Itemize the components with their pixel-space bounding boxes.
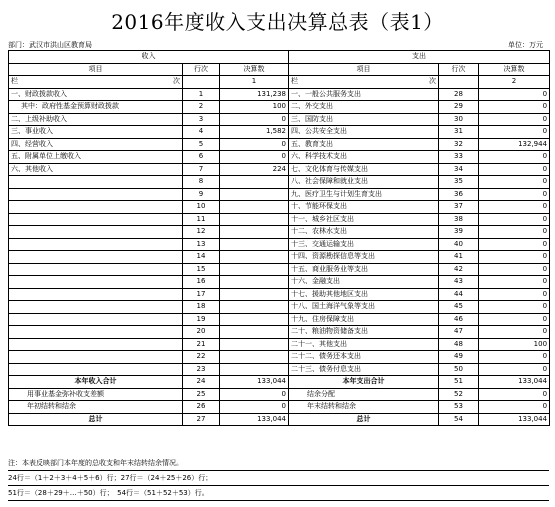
income-total-label: 总计 bbox=[9, 413, 183, 426]
expense-amount-cell: 0 bbox=[479, 213, 550, 226]
income-item-cell bbox=[9, 188, 183, 201]
expense-total-amount: 133,044 bbox=[479, 376, 550, 389]
expense-rownum-cell: 37 bbox=[439, 201, 479, 214]
total-row bbox=[9, 376, 550, 389]
income-item-cell bbox=[9, 313, 183, 326]
expense-rownum-cell: 50 bbox=[439, 363, 479, 376]
income-item-cell bbox=[9, 288, 183, 301]
expense-amount-cell: 0 bbox=[479, 113, 550, 126]
expense-amount-cell: 0 bbox=[479, 313, 550, 326]
expense-item-cell: 十八、国土海洋气象等支出 bbox=[289, 301, 439, 314]
expense-item-cell: 二十三、债务付息支出 bbox=[289, 363, 439, 376]
expense-rownum-cell: 32 bbox=[439, 138, 479, 151]
expense-item-cell: 十一、城乡社区支出 bbox=[289, 213, 439, 226]
expense-amount-cell: 100 bbox=[479, 338, 550, 351]
expense-amount-cell: 0 bbox=[479, 163, 550, 176]
header-row-sections bbox=[9, 51, 550, 64]
table-row bbox=[9, 138, 550, 151]
income-amount-cell bbox=[220, 188, 289, 201]
summary-table bbox=[8, 50, 550, 426]
expense-amount-cell: 0 bbox=[479, 263, 550, 276]
income-rownum-cell: 19 bbox=[183, 313, 220, 326]
income-item-header: 项目 bbox=[9, 63, 183, 76]
expense-rownum-cell: 47 bbox=[439, 326, 479, 339]
expense-amount-cell: 0 bbox=[479, 176, 550, 189]
table-row bbox=[9, 338, 550, 351]
expense-amount-cell: 0 bbox=[479, 363, 550, 376]
footnote-line: 51行＝（28＋29＋…＋50）行； 54行＝（51＋52＋53）行。 bbox=[8, 486, 549, 501]
expense-item-header: 项目 bbox=[289, 63, 439, 76]
ci-label: 次 bbox=[429, 77, 437, 86]
income-total-amount: 0 bbox=[220, 388, 289, 401]
income-rownum-cell: 13 bbox=[183, 238, 220, 251]
income-rownum-cell: 12 bbox=[183, 226, 220, 239]
expense-total-rownum: 54 bbox=[439, 413, 479, 426]
income-rownum-cell: 21 bbox=[183, 338, 220, 351]
expense-rownum-cell: 44 bbox=[439, 288, 479, 301]
income-rownum-cell: 16 bbox=[183, 276, 220, 289]
table-row bbox=[9, 201, 550, 214]
expense-rownum-cell: 34 bbox=[439, 163, 479, 176]
income-amount-cell bbox=[220, 238, 289, 251]
income-item-cell bbox=[9, 338, 183, 351]
income-item-cell bbox=[9, 201, 183, 214]
income-rownum-cell: 20 bbox=[183, 326, 220, 339]
income-section-header: 收入 bbox=[9, 51, 289, 64]
expense-amount-cell: 0 bbox=[479, 276, 550, 289]
expense-rownum-cell: 40 bbox=[439, 238, 479, 251]
income-item-cell bbox=[9, 301, 183, 314]
table-row bbox=[9, 363, 550, 376]
expense-rownum-cell: 38 bbox=[439, 213, 479, 226]
income-total-amount: 133,044 bbox=[220, 413, 289, 426]
header-row-columns bbox=[9, 63, 550, 76]
table-row bbox=[9, 326, 550, 339]
unit-label: 单位：万元 bbox=[508, 41, 543, 49]
expense-total-rownum: 53 bbox=[439, 401, 479, 414]
ci-label: 次 bbox=[173, 77, 180, 86]
expense-item-cell: 七、文化体育与传媒支出 bbox=[289, 163, 439, 176]
expense-item-cell: 二、外交支出 bbox=[289, 101, 439, 114]
expense-item-cell: 二十、粮油物资储备支出 bbox=[289, 326, 439, 339]
expense-rownum-cell: 45 bbox=[439, 301, 479, 314]
income-rownum-cell: 8 bbox=[183, 176, 220, 189]
table-row bbox=[9, 113, 550, 126]
expense-item-cell: 十五、商业服务业等支出 bbox=[289, 263, 439, 276]
income-rownum-cell: 2 bbox=[183, 101, 220, 114]
expense-item-cell: 十九、住房保障支出 bbox=[289, 313, 439, 326]
income-rownum-cell: 5 bbox=[183, 138, 220, 151]
income-item-cell: 六、其他收入 bbox=[9, 163, 183, 176]
expense-rownum-cell: 49 bbox=[439, 351, 479, 364]
income-rownum-cell: 4 bbox=[183, 126, 220, 139]
table-row bbox=[9, 188, 550, 201]
income-amount-cell bbox=[220, 276, 289, 289]
income-item-cell: 二、上级补助收入 bbox=[9, 113, 183, 126]
expense-amount-cell: 132,944 bbox=[479, 138, 550, 151]
table-row bbox=[9, 163, 550, 176]
income-amount-cell bbox=[220, 313, 289, 326]
expense-item-cell: 三、国防支出 bbox=[289, 113, 439, 126]
expense-item-cell: 十三、交通运输支出 bbox=[289, 238, 439, 251]
expense-total-amount: 0 bbox=[479, 401, 550, 414]
expense-total-rownum: 52 bbox=[439, 388, 479, 401]
header-row-index bbox=[9, 76, 550, 89]
expense-item-cell: 二十二、债务还本支出 bbox=[289, 351, 439, 364]
income-amount-cell: 100 bbox=[220, 101, 289, 114]
table-row bbox=[9, 176, 550, 189]
expense-item-cell: 十七、援助其他地区支出 bbox=[289, 288, 439, 301]
expense-rownum-index bbox=[439, 76, 479, 89]
expense-amount-cell: 0 bbox=[479, 201, 550, 214]
income-rownum-cell: 22 bbox=[183, 351, 220, 364]
expense-item-cell: 一、一般公共服务支出 bbox=[289, 88, 439, 101]
income-amount-cell: 0 bbox=[220, 151, 289, 164]
footnote-line: 24行＝（1＋2＋3＋4＋5＋6）行；27行＝（24＋25＋26）行； bbox=[8, 471, 549, 486]
income-total-rownum: 24 bbox=[183, 376, 220, 389]
income-item-cell bbox=[9, 176, 183, 189]
footnotes bbox=[8, 456, 549, 501]
expense-rownum-cell: 30 bbox=[439, 113, 479, 126]
expense-rownum-cell: 31 bbox=[439, 126, 479, 139]
expense-item-cell: 二十一、其他支出 bbox=[289, 338, 439, 351]
expense-amount-cell: 0 bbox=[479, 188, 550, 201]
expense-amount-cell: 0 bbox=[479, 351, 550, 364]
income-item-cell bbox=[9, 251, 183, 264]
expense-amount-cell: 0 bbox=[479, 326, 550, 339]
expense-total-amount: 133,044 bbox=[479, 413, 550, 426]
income-rownum-cell: 18 bbox=[183, 301, 220, 314]
income-item-cell bbox=[9, 351, 183, 364]
table-row bbox=[9, 126, 550, 139]
income-amount-cell bbox=[220, 363, 289, 376]
expense-total-label: 年末结转和结余 bbox=[289, 401, 439, 414]
expense-item-cell: 十、节能环保支出 bbox=[289, 201, 439, 214]
income-item-cell bbox=[9, 326, 183, 339]
expense-rownum-cell: 46 bbox=[439, 313, 479, 326]
income-item-cell bbox=[9, 276, 183, 289]
income-item-cell bbox=[9, 226, 183, 239]
expense-amount-cell: 0 bbox=[479, 226, 550, 239]
income-rownum-cell: 10 bbox=[183, 201, 220, 214]
expense-item-cell: 八、社会保障和就业支出 bbox=[289, 176, 439, 189]
income-col-index: 1 bbox=[220, 76, 289, 89]
income-total-label: 年初结转和结余 bbox=[9, 401, 183, 414]
income-amount-cell bbox=[220, 288, 289, 301]
income-amount-cell: 0 bbox=[220, 138, 289, 151]
expense-col-index: 2 bbox=[479, 76, 550, 89]
expense-rownum-cell: 28 bbox=[439, 88, 479, 101]
footnote-line: 注：本表反映部门本年度的总收支和年末结转结余情况。 bbox=[8, 456, 549, 471]
income-amount-cell bbox=[220, 176, 289, 189]
report-title: 2016年度收入支出决算总表（表1） bbox=[111, 10, 444, 34]
income-rownum-cell: 1 bbox=[183, 88, 220, 101]
table-row bbox=[9, 88, 550, 101]
income-item-cell bbox=[9, 263, 183, 276]
income-amount-cell bbox=[220, 213, 289, 226]
table-row bbox=[9, 238, 550, 251]
expense-amount-header: 决算数 bbox=[479, 63, 550, 76]
income-amount-cell bbox=[220, 201, 289, 214]
table-row bbox=[9, 301, 550, 314]
expense-rownum-cell: 42 bbox=[439, 263, 479, 276]
total-row bbox=[9, 388, 550, 401]
income-total-amount: 133,044 bbox=[220, 376, 289, 389]
total-row bbox=[9, 401, 550, 414]
income-rownum-index bbox=[183, 76, 220, 89]
income-rownum-cell: 23 bbox=[183, 363, 220, 376]
total-row bbox=[9, 413, 550, 426]
income-item-cell: 一、财政拨款收入 bbox=[9, 88, 183, 101]
expense-item-cell: 十六、金融支出 bbox=[289, 276, 439, 289]
expense-rownum-cell: 43 bbox=[439, 276, 479, 289]
income-rownum-cell: 17 bbox=[183, 288, 220, 301]
income-amount-cell bbox=[220, 226, 289, 239]
expense-amount-cell: 0 bbox=[479, 126, 550, 139]
income-total-label: 用事业基金弥补收支差额 bbox=[9, 388, 183, 401]
income-total-rownum: 26 bbox=[183, 401, 220, 414]
expense-rownum-cell: 33 bbox=[439, 151, 479, 164]
expense-rownum-cell: 39 bbox=[439, 226, 479, 239]
expense-total-label: 总计 bbox=[289, 413, 439, 426]
table-row bbox=[9, 276, 550, 289]
income-rownum-cell: 3 bbox=[183, 113, 220, 126]
expense-item-cell: 九、医疗卫生与计划生育支出 bbox=[289, 188, 439, 201]
income-item-cell: 三、事业收入 bbox=[9, 126, 183, 139]
expense-total-rownum: 51 bbox=[439, 376, 479, 389]
table-row bbox=[9, 101, 550, 114]
expense-amount-cell: 0 bbox=[479, 288, 550, 301]
expense-amount-cell: 0 bbox=[479, 151, 550, 164]
income-total-rownum: 25 bbox=[183, 388, 220, 401]
expense-total-label: 结余分配 bbox=[289, 388, 439, 401]
income-item-cell bbox=[9, 363, 183, 376]
income-rownum-cell: 9 bbox=[183, 188, 220, 201]
income-lanci-cell bbox=[9, 76, 183, 89]
expense-rownum-header: 行次 bbox=[439, 63, 479, 76]
income-rownum-cell: 7 bbox=[183, 163, 220, 176]
income-total-rownum: 27 bbox=[183, 413, 220, 426]
income-amount-cell bbox=[220, 263, 289, 276]
lan-label: 栏 bbox=[291, 77, 299, 86]
expense-item-cell: 四、公共安全支出 bbox=[289, 126, 439, 139]
table-row bbox=[9, 351, 550, 364]
expense-rownum-cell: 36 bbox=[439, 188, 479, 201]
department-label: 部门：武汉市洪山区教育局 bbox=[8, 41, 92, 49]
income-total-amount: 0 bbox=[220, 401, 289, 414]
table-row bbox=[9, 251, 550, 264]
income-rownum-header: 行次 bbox=[183, 63, 220, 76]
income-item-cell bbox=[9, 213, 183, 226]
income-amount-cell bbox=[220, 326, 289, 339]
income-rownum-cell: 11 bbox=[183, 213, 220, 226]
expense-total-label: 本年支出合计 bbox=[289, 376, 439, 389]
expense-section-header: 支出 bbox=[289, 51, 550, 64]
income-amount-cell bbox=[220, 338, 289, 351]
expense-rownum-cell: 29 bbox=[439, 101, 479, 114]
expense-item-cell: 十二、农林水支出 bbox=[289, 226, 439, 239]
income-amount-cell: 224 bbox=[220, 163, 289, 176]
expense-amount-cell: 0 bbox=[479, 238, 550, 251]
table-row bbox=[9, 226, 550, 239]
income-amount-cell bbox=[220, 351, 289, 364]
expense-rownum-cell: 41 bbox=[439, 251, 479, 264]
income-item-cell bbox=[9, 238, 183, 251]
expense-amount-cell: 0 bbox=[479, 301, 550, 314]
income-item-cell: 五、附属单位上缴收入 bbox=[9, 151, 183, 164]
income-amount-cell: 131,238 bbox=[220, 88, 289, 101]
income-rownum-cell: 6 bbox=[183, 151, 220, 164]
income-rownum-cell: 14 bbox=[183, 251, 220, 264]
expense-amount-cell: 0 bbox=[479, 101, 550, 114]
expense-lanci-cell bbox=[289, 76, 439, 89]
income-amount-header: 决算数 bbox=[220, 63, 289, 76]
income-rownum-cell: 15 bbox=[183, 263, 220, 276]
expense-item-cell: 六、科学技术支出 bbox=[289, 151, 439, 164]
expense-item-cell: 五、教育支出 bbox=[289, 138, 439, 151]
table-row bbox=[9, 313, 550, 326]
income-total-label: 本年收入合计 bbox=[9, 376, 183, 389]
table-row bbox=[9, 213, 550, 226]
lan-label: 栏 bbox=[11, 77, 18, 86]
income-amount-cell bbox=[220, 301, 289, 314]
table-row bbox=[9, 288, 550, 301]
expense-amount-cell: 0 bbox=[479, 251, 550, 264]
income-amount-cell: 1,582 bbox=[220, 126, 289, 139]
income-item-cell: 其中：政府性基金预算财政拨款 bbox=[9, 101, 183, 114]
income-amount-cell: 0 bbox=[220, 113, 289, 126]
expense-rownum-cell: 48 bbox=[439, 338, 479, 351]
income-amount-cell bbox=[220, 251, 289, 264]
expense-total-amount: 0 bbox=[479, 388, 550, 401]
expense-rownum-cell: 35 bbox=[439, 176, 479, 189]
income-item-cell: 四、经营收入 bbox=[9, 138, 183, 151]
table-row bbox=[9, 263, 550, 276]
expense-item-cell: 十四、资源勘探信息等支出 bbox=[289, 251, 439, 264]
expense-amount-cell: 0 bbox=[479, 88, 550, 101]
table-row bbox=[9, 151, 550, 164]
